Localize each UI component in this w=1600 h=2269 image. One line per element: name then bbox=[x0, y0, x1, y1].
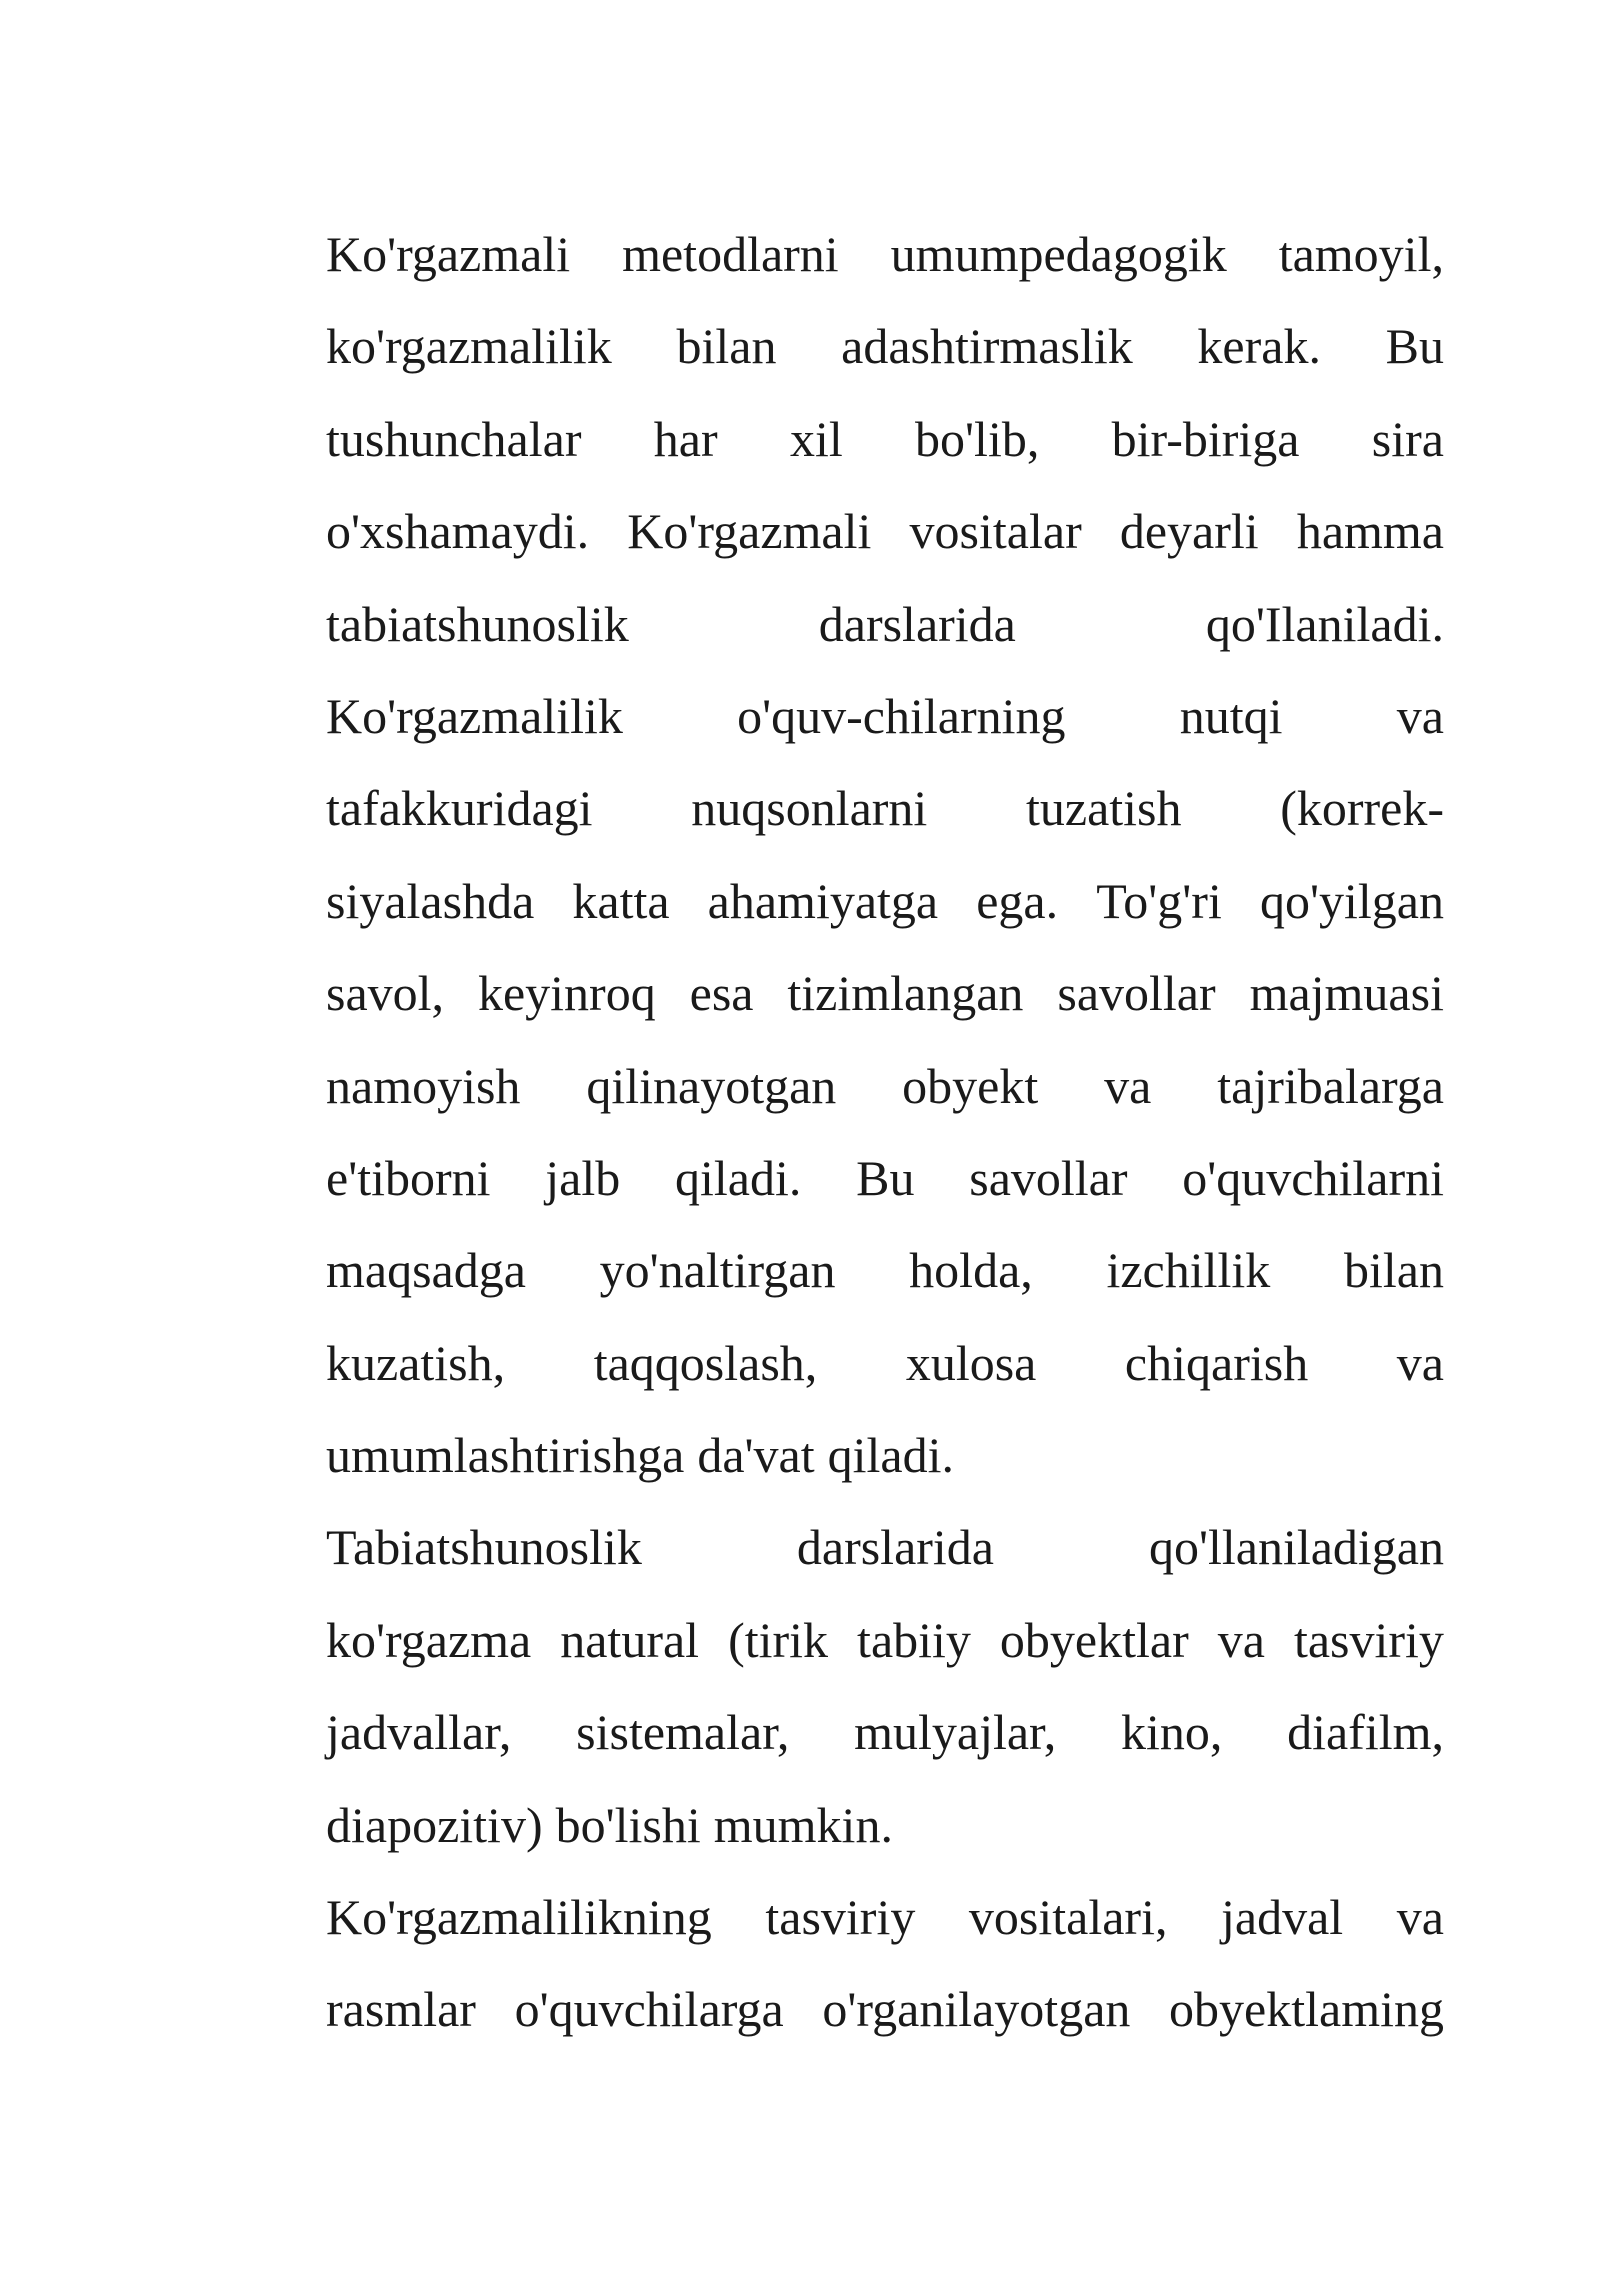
text-line bbox=[326, 393, 1444, 485]
word: ko'rgazmalilik bbox=[326, 318, 612, 375]
word: tabiiy bbox=[857, 1611, 971, 1668]
word: va bbox=[1217, 1611, 1265, 1668]
word: qo'llaniladigan bbox=[1148, 1519, 1444, 1576]
word: diafilm, bbox=[1287, 1704, 1444, 1761]
word: vositalar bbox=[909, 503, 1082, 560]
word: hamma bbox=[1296, 503, 1444, 560]
word: Ko'rgazmalilikning bbox=[326, 1889, 712, 1946]
word: natural bbox=[560, 1611, 700, 1668]
word: vositalari, bbox=[968, 1889, 1168, 1946]
word: va bbox=[1396, 1334, 1444, 1391]
word: yo'naltirgan bbox=[599, 1242, 836, 1299]
word: savollar bbox=[1057, 965, 1216, 1022]
word: qo'yilgan bbox=[1259, 872, 1444, 929]
word: bilan bbox=[1344, 1242, 1444, 1299]
word: qiladi. bbox=[827, 1427, 954, 1484]
word: darslarida bbox=[818, 595, 1016, 652]
text-line bbox=[326, 947, 1444, 1039]
word: sistemalar, bbox=[576, 1704, 790, 1761]
word: ko'rgazma bbox=[326, 1611, 532, 1668]
word: tizimlangan bbox=[787, 965, 1024, 1022]
word: ega. bbox=[976, 872, 1059, 929]
text-line bbox=[326, 300, 1444, 392]
word: bilan bbox=[676, 318, 777, 375]
text-line bbox=[326, 1594, 1444, 1686]
word: obyektlaming bbox=[1169, 1981, 1444, 2038]
word: va bbox=[1396, 1889, 1444, 1946]
word: sira bbox=[1371, 410, 1444, 467]
word: tasviriy bbox=[765, 1889, 916, 1946]
word: adashtirmaslik bbox=[841, 318, 1133, 375]
word: o'rganilayotgan bbox=[822, 1981, 1131, 2038]
word: tajribalarga bbox=[1217, 1057, 1444, 1114]
text-line bbox=[326, 1040, 1444, 1132]
word: tuzatish bbox=[1026, 780, 1182, 837]
word: maqsadga bbox=[326, 1242, 526, 1299]
word: savollar bbox=[969, 1149, 1128, 1206]
text-line bbox=[326, 1686, 1444, 1778]
word: umumlashtirishga bbox=[326, 1427, 685, 1484]
word: kuzatish, bbox=[326, 1334, 506, 1391]
text-line bbox=[326, 1501, 1444, 1593]
word: majmuasi bbox=[1249, 965, 1444, 1022]
text-line bbox=[326, 855, 1444, 947]
text-line bbox=[326, 1963, 1444, 2055]
word: deyarli bbox=[1119, 503, 1259, 560]
text-line bbox=[326, 208, 1444, 300]
word: chiqarish bbox=[1124, 1334, 1309, 1391]
word: To'g'ri bbox=[1096, 872, 1222, 929]
word: mulyajlar, bbox=[854, 1704, 1057, 1761]
text-line bbox=[326, 1132, 1444, 1224]
word: Bu bbox=[1385, 318, 1444, 375]
word: va bbox=[1396, 687, 1444, 744]
word: kino, bbox=[1120, 1704, 1223, 1761]
word: xil bbox=[789, 410, 843, 467]
word: keyinroq bbox=[477, 965, 656, 1022]
word: qo'Ilaniladi. bbox=[1205, 595, 1444, 652]
word: xulosa bbox=[905, 1334, 1037, 1391]
word: va bbox=[1104, 1057, 1152, 1114]
word: Ko'rgazmalilik bbox=[326, 687, 623, 744]
word: da'vat bbox=[697, 1427, 815, 1484]
word: Tabiatshunoslik bbox=[326, 1519, 642, 1576]
word: har bbox=[653, 410, 718, 467]
word: nuqsonlarni bbox=[691, 780, 928, 837]
word: diapozitiv) bbox=[326, 1796, 543, 1853]
word: qilinayotgan bbox=[586, 1057, 837, 1114]
word: namoyish bbox=[326, 1057, 521, 1114]
word: obyekt bbox=[902, 1057, 1039, 1114]
body-text bbox=[326, 208, 1444, 2056]
text-line bbox=[326, 485, 1444, 577]
word: katta bbox=[572, 872, 670, 929]
word: esa bbox=[689, 965, 754, 1022]
word: darslarida bbox=[796, 1519, 994, 1576]
text-line bbox=[326, 1317, 1444, 1409]
word: savol, bbox=[326, 965, 445, 1022]
word: bo'lib, bbox=[915, 410, 1040, 467]
word: tushunchalar bbox=[326, 410, 582, 467]
word: jadvallar, bbox=[326, 1704, 512, 1761]
text-line bbox=[326, 1871, 1444, 1963]
word: kerak. bbox=[1197, 318, 1321, 375]
word: izchillik bbox=[1106, 1242, 1271, 1299]
word: o'quv-chilarning bbox=[737, 687, 1066, 744]
word: holda, bbox=[909, 1242, 1033, 1299]
word: ahamiyatga bbox=[707, 872, 939, 929]
text-line bbox=[326, 762, 1444, 854]
word: metodlarni bbox=[622, 226, 839, 282]
word: obyektlar bbox=[999, 1611, 1189, 1668]
word: qiladi. bbox=[675, 1149, 802, 1206]
word: (tirik bbox=[728, 1611, 829, 1668]
word: tabiatshunoslik bbox=[326, 595, 629, 652]
word: bo'lishi bbox=[555, 1796, 701, 1853]
word: taqqoslash, bbox=[593, 1334, 818, 1391]
word: jadval bbox=[1221, 1889, 1344, 1946]
word: bir-biriga bbox=[1111, 410, 1300, 467]
text-line bbox=[326, 1779, 1444, 1871]
word: Bu bbox=[856, 1149, 915, 1206]
word: nutqi bbox=[1179, 687, 1283, 744]
word: o'xshamaydi. bbox=[326, 503, 590, 560]
word: tasviriy bbox=[1293, 1611, 1444, 1668]
word: siyalashda bbox=[326, 872, 535, 929]
word: Ko'rgazmali bbox=[326, 226, 571, 282]
text-line bbox=[326, 1409, 1444, 1501]
word: Ko'rgazmali bbox=[627, 503, 872, 560]
word: mumkin. bbox=[713, 1796, 893, 1853]
word: jalb bbox=[545, 1149, 621, 1206]
word: rasmlar bbox=[326, 1981, 476, 2038]
word: e'tiborni bbox=[326, 1149, 491, 1206]
text-line bbox=[326, 1224, 1444, 1316]
text-line bbox=[326, 578, 1444, 670]
word: tafakkuridagi bbox=[326, 780, 593, 837]
word: o'quvchilarni bbox=[1182, 1149, 1444, 1206]
word: o'quvchilarga bbox=[514, 1981, 784, 2038]
word: umumpedagogik bbox=[890, 226, 1227, 282]
text-line bbox=[326, 670, 1444, 762]
word: tamoyil, bbox=[1278, 226, 1444, 282]
word: (korrek- bbox=[1280, 780, 1444, 837]
